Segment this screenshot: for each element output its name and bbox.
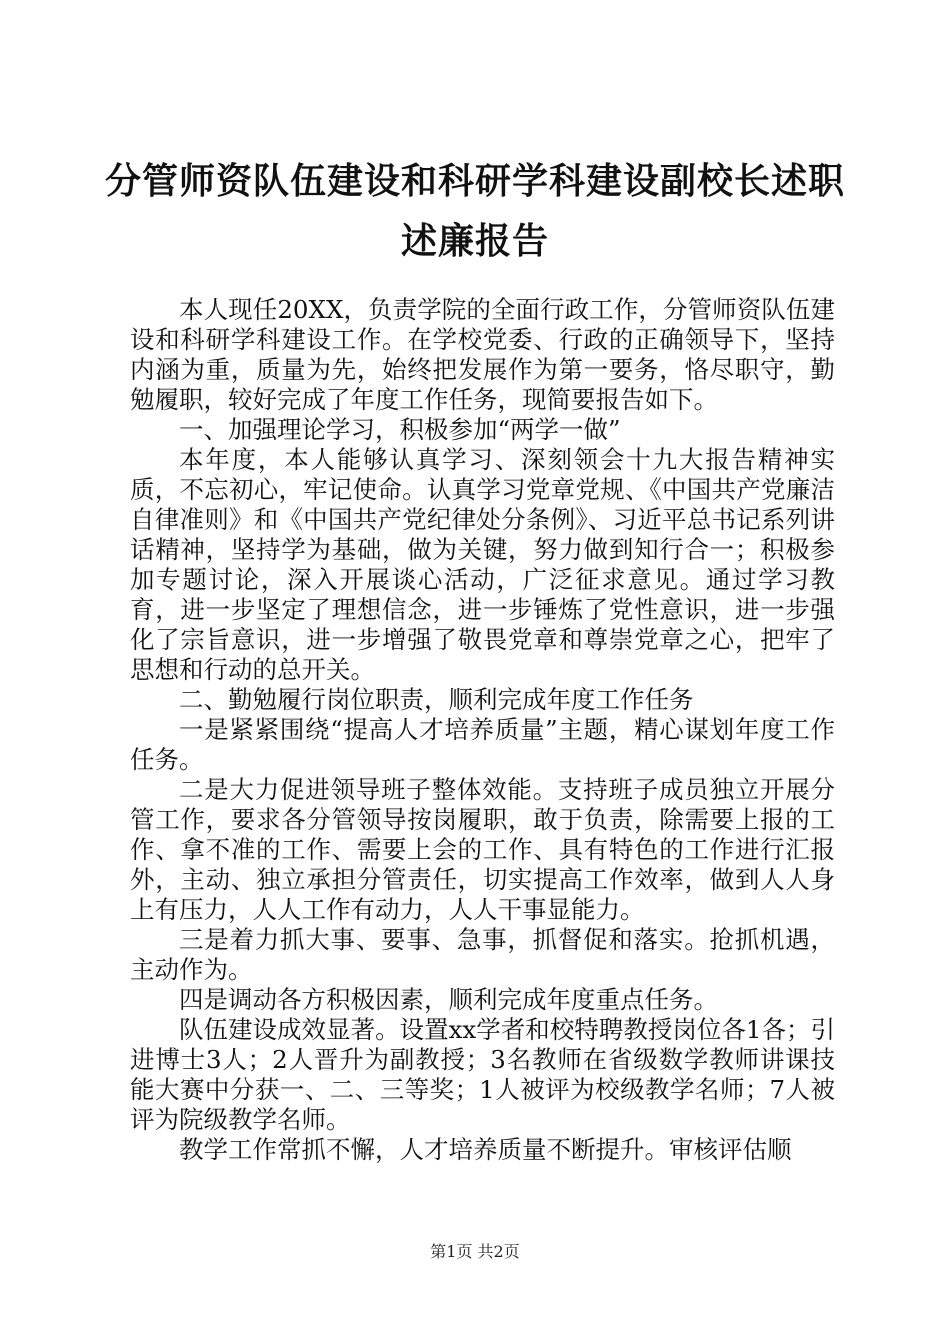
paragraph-item-1: 一是紧紧围绕“提高人才培养质量”主题，精心谋划年度工作任务。: [130, 715, 835, 774]
document-title-line-2: 述廉报告: [400, 221, 549, 262]
paragraph-teaching: 教学工作常抓不懈，人才培养质量不断提升。审核评估顺: [179, 1135, 792, 1164]
section-heading-1: 一、加强理论学习，积极参加“两学一做”: [179, 415, 621, 444]
section-heading-2: 二、勤勉履行岗位职责，顺利完成年度工作任务: [179, 685, 694, 714]
document-body: [130, 295, 835, 1165]
document-title-line-1: 分管师资队伍建设和科研学科建设副校长述职: [104, 161, 845, 202]
paragraph-study: 本年度，本人能够认真学习、深刻领会十九大报告精神实质，不忘初心，牢记使命。认真学习党章党规、《中国共产党廉洁自律准则》和《中国共产党纪律处分条例》、习近平总书记系列讲话精神，坚持学为基础，做为关键，努力做到知行合一；积极参加专题讨论，深入开展谈心活动，广泛征求意见。通过学习教育，进一步坚定了理想信念，进一步锤炼了党性意识，进一步强化了宗旨意识，进一步增强了敬畏党章和尊崇党章之心，把牢了思想和行动的总开关。: [130, 445, 835, 684]
page-footer: 第1页 共2页: [430, 1242, 520, 1261]
paragraph-intro: 本人现任20XX，负责学院的全面行政工作，分管师资队伍建设和科研学科建设工作。在学校党委、行政的正确领导下，坚持内涵为重，质量为先，始终把发展作为第一要务，恪尽职守，勤勉履职，较好完成了年度工作任务，现简要报告如下。: [130, 295, 835, 414]
paragraph-team: 队伍建设成效显著。设置xx学者和校特聘教授岗位各1各；引进博士3人；2人晋升为副教授；3名教师在省级数学教师讲课技能大赛中分获一、二、三等奖；1人被评为校级教学名师；7人被评为院级教学名师。: [130, 1015, 835, 1134]
paragraph-item-4: 四是调动各方积极因素，顺利完成年度重点任务。: [179, 985, 718, 1014]
paragraph-item-3: 三是着力抓大事、要事、急事，抓督促和落实。抢抓机遇，主动作为。: [130, 925, 835, 984]
paragraph-item-2: 二是大力促进领导班子整体效能。支持班子成员独立开展分管工作，要求各分管领导按岗履职，敢于负责，除需要上报的工作、拿不准的工作、需要上会的工作、具有特色的工作进行汇报外，主动、独立承担分管责任，切实提高工作效率，做到人人身上有压力，人人工作有动力，人人干事显能力。: [130, 775, 835, 924]
